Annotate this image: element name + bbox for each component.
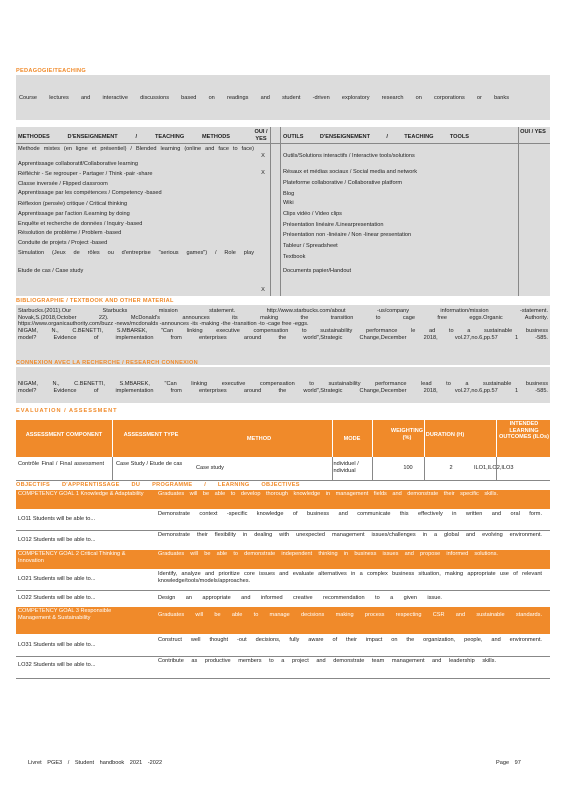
competency-goal-1 — [16, 490, 550, 509]
bib-line: model? Evidence of implementation from enterprises around the world",Strategic Change,December 2018, vol.27,no.6,pp.57 1 -585. — [18, 334, 548, 341]
tools-list — [283, 153, 508, 278]
eval-type: Case Study / Etude de cas — [116, 461, 183, 467]
tool-item: Outils/Solutions interactifs / Interactive tools/solutions — [283, 153, 415, 159]
research-box — [16, 367, 550, 403]
pedagogie-heading: PEDAGOGIE/TEACHING — [16, 68, 87, 74]
research-text — [18, 381, 548, 394]
eval-duration: 2 — [449, 465, 453, 471]
lo-row — [16, 636, 550, 656]
goal-title: COMPETENCY GOAL 1 Knowledge & Adaptability — [18, 491, 144, 497]
tool-item: Présentation non -linéaire / Non -linear presentation — [283, 232, 412, 238]
competency-goal-3 — [16, 607, 550, 634]
bibliography-box — [16, 305, 550, 365]
lo-row — [16, 591, 550, 606]
eval-method: Case study — [196, 465, 224, 471]
evaluation-header-row — [16, 420, 550, 457]
lo-label: LO11 Students will be able to... — [18, 516, 96, 522]
eval-col-type: ASSESSMENT TYPE — [123, 432, 179, 438]
tool-item: Textbook — [283, 254, 306, 260]
method-check-case-study: X — [261, 287, 265, 293]
lo-label: LO21 Students will be able to... — [18, 576, 96, 582]
lo-text: Identify, analyze and prioritize core issues and evaluate alternatives in a complex business situation, making appropriate use of relevant knowledge/tools/models/approaches. — [158, 571, 542, 584]
method-item: Enquête et recherche de données / Inquiry -based — [18, 221, 143, 227]
methods-col-header: METHODES D'ENSEIGNEMENT / TEACHING METHODS — [18, 134, 230, 140]
lo-label: LO22 Students will be able to... — [18, 595, 96, 601]
tools-oui-header: OUI / YES — [520, 129, 546, 135]
lo-row — [16, 531, 550, 550]
goal-title: COMPETENCY GOAL 2 Critical Thinking & Innovation — [18, 551, 126, 564]
tool-item: Wiki — [283, 200, 294, 206]
lo-text: Construct well thought -out decisions, fully aware of their impact on the organization, people, and environment. — [158, 637, 542, 643]
bib-line: Starbucks.(2011).Our Starbucks mission statement. http://www.starbucks.com/about -us/company information/mission -statement. — [18, 308, 548, 314]
tool-item: Résaux et médias sociaux / Social media and network — [283, 169, 418, 175]
footer-page-number: Page 97 — [496, 760, 521, 766]
eval-col-method: METHOD — [246, 436, 272, 442]
lo-label: LO12 Students will be able to... — [18, 537, 96, 543]
method-item: Simulation (Jeux de rôles ou d'entreprise "serious games") / Role play — [18, 250, 254, 256]
eval-ilo: ILO1,ILO2,ILO3 — [474, 465, 514, 471]
bibliography-heading: BIBLIOGRAPHIE / TEXTBOOK AND OTHER MATERIAL — [16, 298, 174, 304]
research-line: model? Evidence of implementation from enterprises around the world",Strategic Change,December 2018, vol.27,no.6,pp.57 1 -585. — [18, 387, 548, 394]
goal-desc: Graduates will be able to manage decisions making process respecting CSR and sustainable standards. — [158, 612, 542, 618]
tool-item: Documents papier/Handout — [283, 268, 352, 274]
lo-label: LO32 Students will be able to... — [18, 662, 96, 668]
research-line: NIGAM, N., C.BENETTI, S.MBAREK, "Can linking executive compensation to sustainability performance lead to a sustainable business — [18, 381, 548, 387]
eval-col-duration: DURATION (H) — [425, 432, 465, 438]
lo-label: LO31 Students will be able to... — [18, 642, 96, 648]
objectives-heading: OBJECTIFS D'APPRENTISSAGE DU PROGRAMME / LEARNING OBJECTIVES — [16, 482, 300, 488]
tool-item: Présentation linéaire /Linearpresentation — [283, 222, 384, 228]
tool-item: Clips vidéo / Video clips — [283, 211, 342, 217]
lo-row — [16, 657, 550, 677]
footer-handbook: Livret PGE3 / Student handbook 2021 -2022 — [28, 760, 163, 766]
goal-title: COMPETENCY GOAL 3 Responsible Management & Sustainability — [18, 608, 112, 621]
lo-text: Contribute as productive members to a project and demonstrate team management and leadership skills. — [158, 658, 496, 664]
tools-col-header: OUTILS D'ENSEIGNEMENT / TEACHING TOOLS — [283, 134, 469, 140]
lo-text: Demonstrate their flexibility in dealing with unexpected management issues/challenges in a global and evolving environment. — [158, 532, 542, 538]
lo-row — [16, 510, 550, 530]
bibliography-text — [18, 308, 548, 342]
method-item: Réfléchir - Se regrouper - Partager / Think -pair -share — [18, 171, 153, 177]
eval-component: Contrôle Final / Final assessment — [18, 461, 104, 467]
bib-line: NIGAM, N., C.BENETTI, S.MBAREK, "Can linking executive compensation to sustainability performance le ad to a sustainable business — [18, 328, 548, 335]
method-item: Conduite de projets / Project -based — [18, 240, 108, 246]
methods-oui-header: OUI / YES — [254, 129, 268, 142]
eval-col-mode: MODE — [343, 436, 361, 442]
evaluation-heading: EVALUATION / ASSESSMENT — [16, 408, 118, 414]
method-item: Methode mixtes (en ligne et présentiel) / Blended learning (online and face to face) — [18, 146, 254, 152]
method-item: Résolution de problème / Problem -based — [18, 230, 122, 236]
pedagogie-text: Course lectures and interactive discussions based on readings and student -driven exploratory research on corporations or banks — [19, 95, 509, 101]
goal-desc: Graduates will be able to demonstrate independent thinking in business issues and propose informed solutions. — [158, 551, 498, 557]
method-item: Classe inversée / Flipped classroom — [18, 181, 108, 187]
eval-col-component: ASSESSMENT COMPONENT — [25, 432, 103, 438]
method-item: Réflexion (pensée) critique / Critical thinking — [18, 201, 128, 207]
method-item: Etude de cas / Case study — [18, 268, 84, 274]
methods-list — [18, 146, 254, 277]
method-item: Apprentissage par l'action /Learning by doing — [18, 211, 130, 217]
pedagogie-box — [16, 75, 550, 120]
goal-desc: Graduates will be able to develop thorough knowledge in management fields and demonstrate their specific skills. — [158, 491, 498, 497]
method-item: Apprentissage collaboratif/Collaborative learning — [18, 161, 139, 167]
bib-line: https://www.organicauthority.com/buzz -news/mcdonalds -announces -its -making -the -transition -to -cage free -eggs. — [18, 321, 309, 328]
lo-text: Design an appropriate and informed creative recommendation to a given issue. — [158, 595, 442, 601]
eval-mode: Individuel / Individual — [332, 461, 359, 474]
lo-row — [16, 570, 550, 590]
eval-col-weighting: WEIGHTING (%) — [390, 428, 424, 441]
competency-goal-2 — [16, 550, 550, 569]
method-item: Apprentissage par les compétences / Competency -based — [18, 190, 162, 196]
eval-col-ilo: INTENDED LEARNING OUTCOMES (ILOs) — [498, 421, 550, 441]
tool-item: Tableur / Spreadsheet — [283, 243, 338, 249]
bib-line: Novak,S.(2018,October 22). McDonald's announces its making the transition to cage free eggs.Organic Authority. — [18, 314, 548, 321]
research-heading: CONNEXION AVEC LA RECHERCHE / RESEARCH CONNEXION — [16, 360, 199, 366]
lo-text: Demonstrate context -specific knowledge of business and communicate this effectively in written and oral form. — [158, 511, 542, 517]
tool-item: Blog — [283, 191, 295, 197]
method-check-collaborative: X — [261, 170, 265, 176]
tool-item: Plateforme collaborative / Collaborative platform — [283, 180, 403, 186]
eval-weighting: 100 — [403, 465, 413, 471]
method-check-blended: X — [261, 153, 265, 159]
evaluation-row — [16, 458, 550, 480]
